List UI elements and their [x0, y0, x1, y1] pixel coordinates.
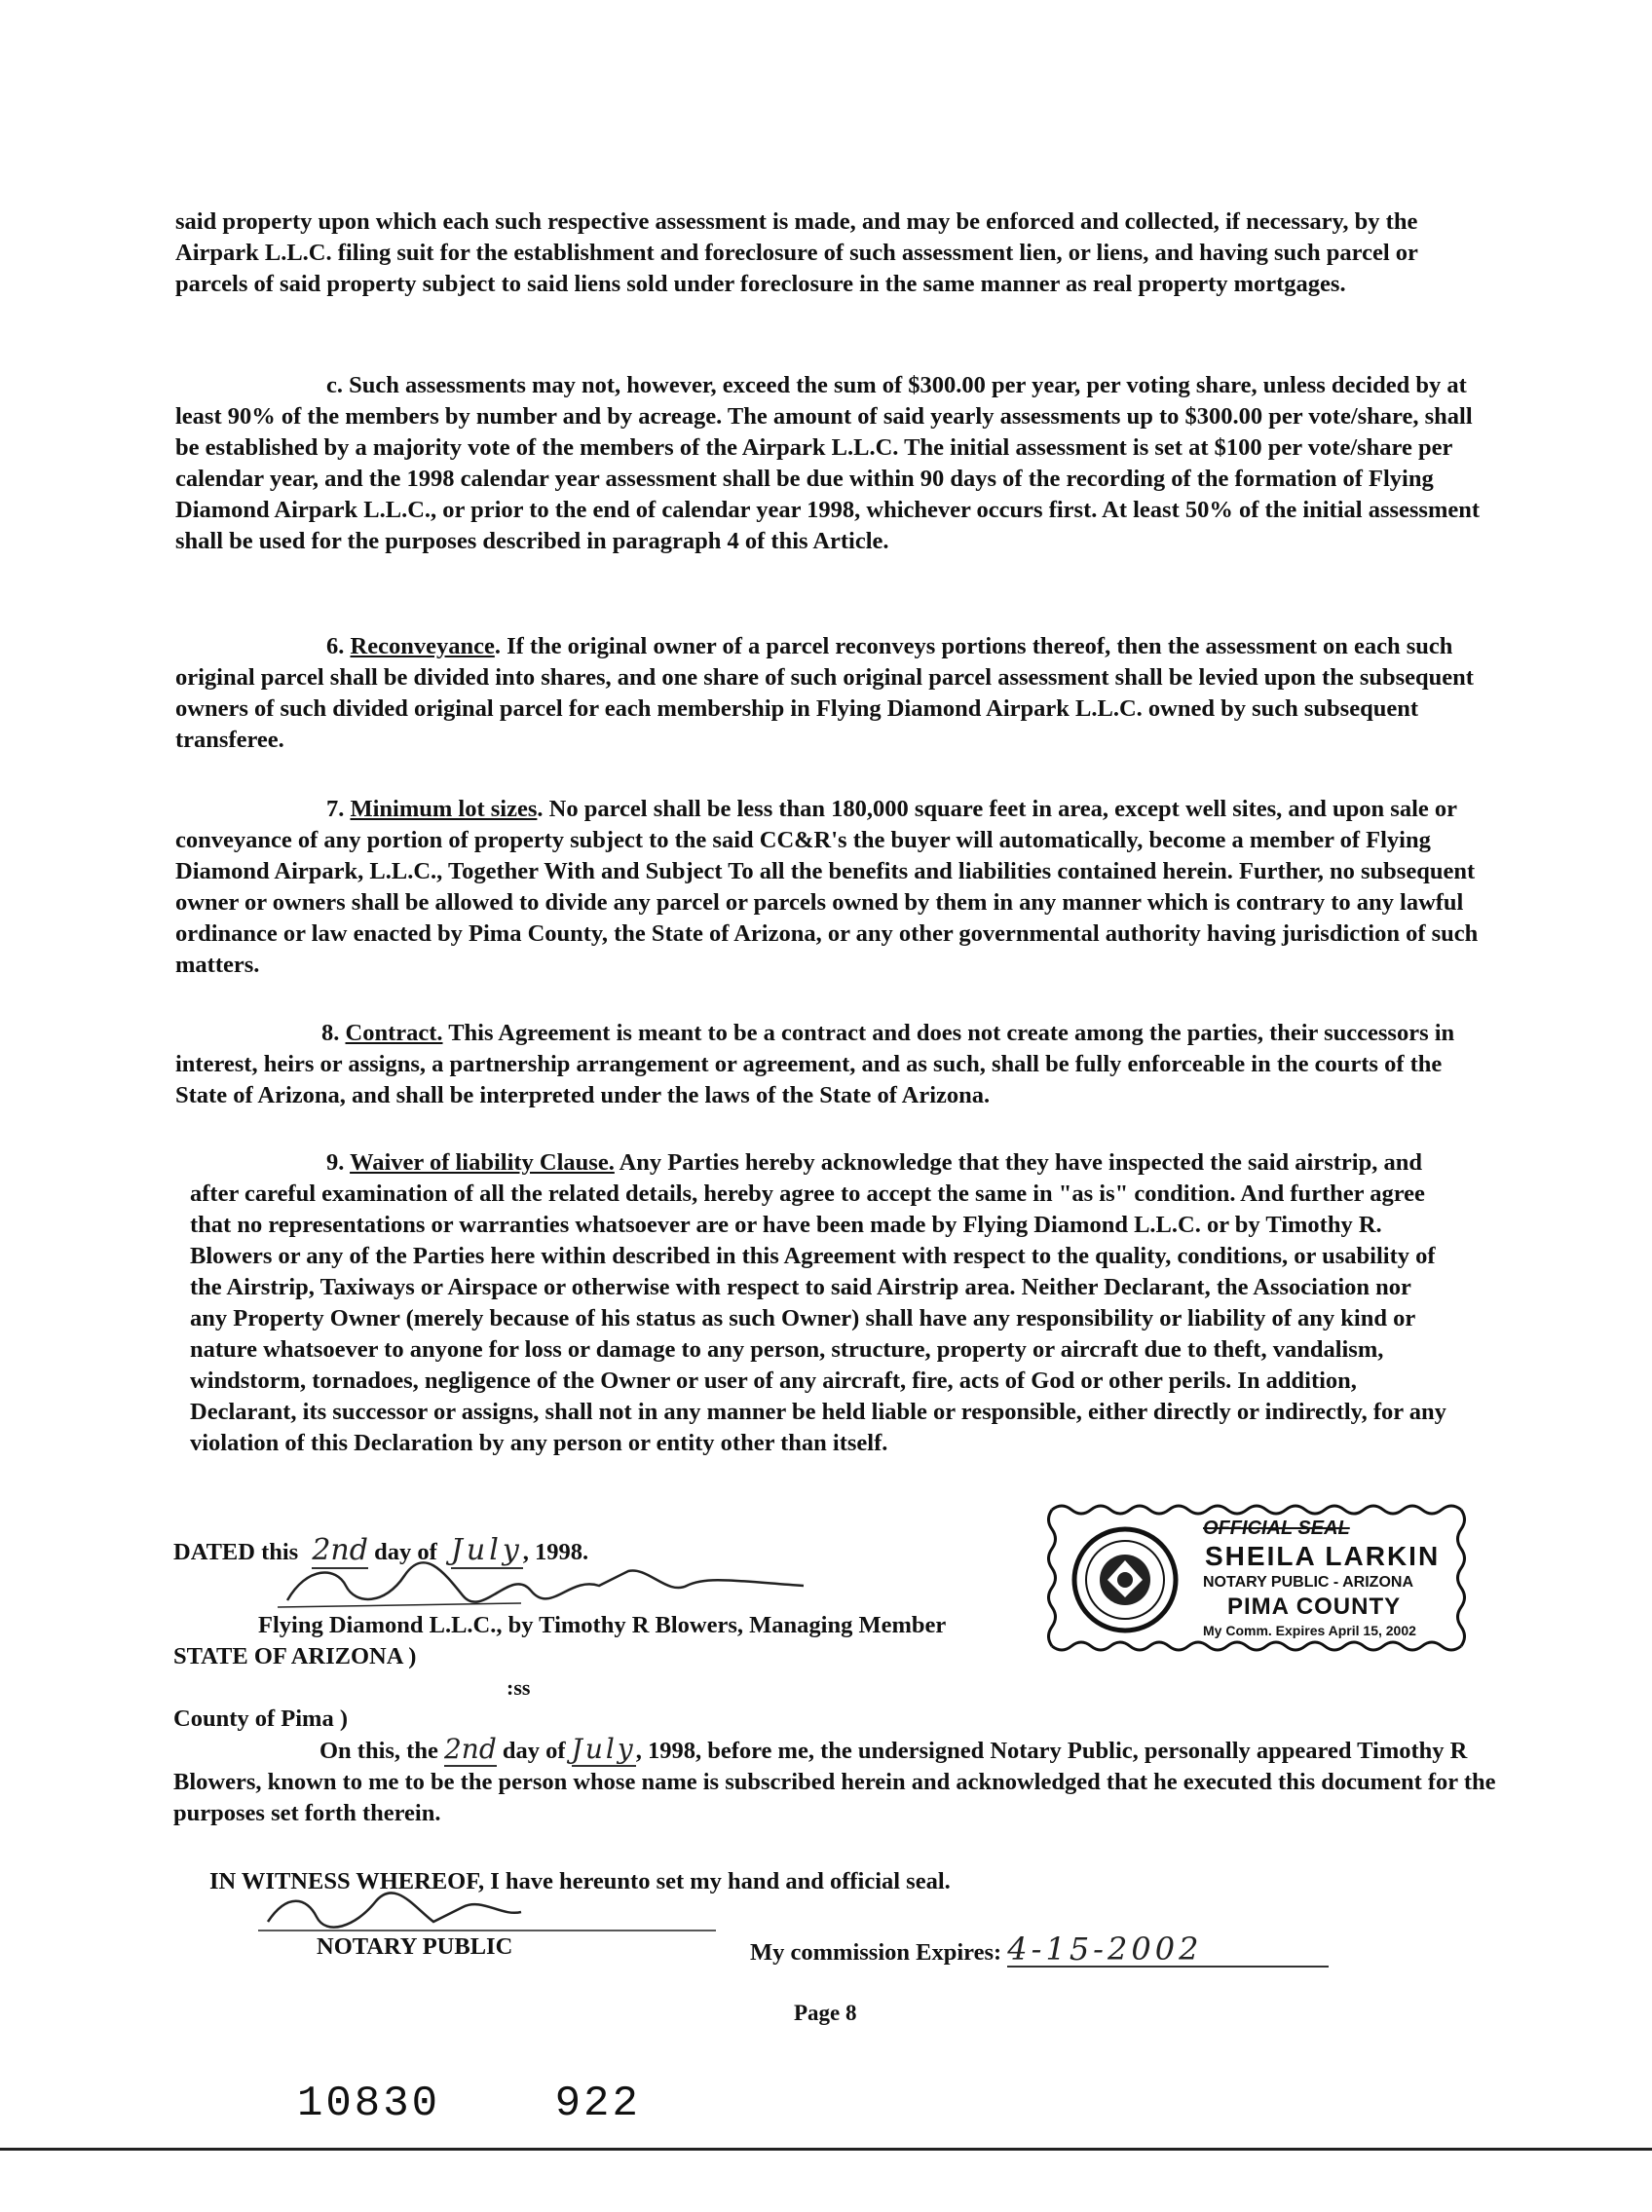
commission-line: [750, 1933, 1329, 1968]
paragraph-6-body: . If the original owner of a parcel reconveys portions thereof, then the assessment on each such original parcel shall be divided into shares, and one share of such original parcel assessment shall be levied upon the subsequent owners of such divided original parcel for each membership in Flying Diamond Airpark L.L.C. owned by such subsequent transferee.: [175, 633, 1474, 753]
commission-label: My commission Expires:: [750, 1939, 1002, 1966]
ack-month-handwritten: July: [571, 1733, 636, 1765]
bottom-rule: [0, 2148, 1652, 2151]
state-label: STATE OF ARIZONA ): [173, 1643, 417, 1669]
official-seal-stamp: [1047, 1500, 1466, 1656]
paragraph-8-body: This Agreement is meant to be a contract and does not create among the parties, their successors in interest, heirs or assigns, a partnership arrangement or agreement, and as such, shall be fully enforceable in the courts of the State of Arizona, and shall be interpreted under the laws of the State of Arizona.: [175, 1020, 1455, 1108]
notary-label-line: [317, 1931, 512, 1963]
paragraph-8-number: 8.: [321, 1020, 340, 1046]
commission-date-handwritten: 4-15-2002: [1007, 1933, 1329, 1968]
acknowledgement-paragraph: [173, 1734, 1498, 1829]
seal-name: SHEILA LARKIN: [1205, 1541, 1441, 1571]
dated-mid: day of: [374, 1539, 437, 1565]
paragraph-9: [190, 1147, 1446, 1459]
paragraph-9-body: Any Parties hereby acknowledge that they have inspected the said airstrip, and after careful examination of all the related details, hereby agree to accept the same in "as is" condition. And further agree that no representations or warranties whatsoever are or have been made by Flying Diamond L.L.C. or by Timothy R. Blowers or any of the Parties here within described in this Agreement with respect to the quality, conditions, or usability of the Airstrip, Taxiways or Airspace or otherwise with respect to said Airstrip area. Neither Declarant, the Association nor any Property Owner (merely because of his status as such Owner) shall have any responsibility or liability of any kind or nature whatsoever to anyone for loss or damage to any person, structure, property or aircraft due to theft, vandalism, windstorm, tornadoes, negligence of the Owner or user of any aircraft, fire, acts of God or other perils. In addition, Declarant, its successor or assigns, shall not in any manner be held liable or responsible, either directly or indirectly, for any violation of this Declaration by any person or entity other than itself.: [190, 1149, 1446, 1456]
ss-label: :ss: [507, 1675, 531, 1700]
page-number-text: Page 8: [794, 2001, 857, 2025]
paragraph-9-number: 9.: [326, 1149, 345, 1176]
paragraph-6-number: 6.: [326, 633, 345, 659]
paragraph-6: [175, 631, 1481, 756]
signatory-name: Flying Diamond L.L.C., by Timothy R Blowers, Managing Member: [258, 1612, 947, 1638]
paragraph-8: [175, 1018, 1481, 1111]
county-line: [173, 1703, 348, 1735]
state-line: [173, 1640, 416, 1672]
seal-title: OFFICIAL SEAL: [1203, 1518, 1350, 1539]
signatory-line: [258, 1609, 946, 1641]
signature-scribble: [278, 1556, 823, 1615]
seal-county: PIMA COUNTY: [1227, 1593, 1402, 1620]
dated-day-handwritten: 2nd: [312, 1533, 368, 1567]
ss-line: [507, 1671, 530, 1704]
ack-day-handwritten: 2nd: [443, 1733, 497, 1765]
seal-expires: My Comm. Expires April 15, 2002: [1203, 1623, 1416, 1638]
ack-prefix: On this, the: [319, 1738, 438, 1764]
ack-rest: , 1998, before me, the undersigned Notary Public, personally appeared Timothy R Blowers, known to me to be the person whose name is subscribed herein and acknowledged that he executed this document for the purposes set forth therein.: [173, 1738, 1496, 1826]
paragraph-continuation-text: said property upon which each such respective assessment is made, and may be enforced and collected, if necessary, by the Airpark L.L.C. filing suit for the establishment and foreclosure of such assessment lien, or liens, and having such parcel or parcels of said property subject to said liens sold under foreclosure in the same manner as real property mortgages.: [175, 208, 1418, 297]
paragraph-continuation: [175, 206, 1481, 300]
seal-role: NOTARY PUBLIC - ARIZONA: [1203, 1574, 1413, 1591]
county-label: County of Pima ): [173, 1706, 348, 1732]
dated-prefix: DATED this: [173, 1539, 299, 1565]
witness-text: IN WITNESS WHEREOF, I have hereunto set my hand and official seal.: [209, 1868, 951, 1894]
paragraph-7-heading: Minimum lot sizes: [350, 796, 538, 822]
notary-signature-scribble: [258, 1888, 726, 1936]
paragraph-c-text: c. Such assessments may not, however, exceed the sum of $300.00 per year, per voting share, unless decided by at least 90% of the members by number and by acreage. The amount of said yearly assessments up to $300.00 per vote/share, shall be established by a majority vote of the members of the Airpark L.L.C. The initial assessment is set at $100 per vote/share per calendar year, and the 1998 calendar year assessment shall be due within 90 days of the recording of the formation of Flying Diamond Airpark L.L.C., or prior to the end of calendar year 1998, whichever occurs first. At least 50% of the initial assessment shall be used for the purposes described in paragraph 4 of this Article.: [175, 372, 1481, 554]
document-number: [297, 2080, 641, 2128]
paragraph-7-number: 7.: [326, 796, 345, 822]
document-number-text: 10830 922: [297, 2080, 641, 2128]
page-number: [794, 1997, 857, 2029]
paragraph-7: [175, 794, 1481, 981]
paragraph-9-heading: Waiver of liability Clause.: [350, 1149, 615, 1176]
paragraph-7-body: . No parcel shall be less than 180,000 square feet in area, except well sites, and upon sale or conveyance of any portion of property subject to the said CC&R's the buyer will automatically, become a member of Flying Diamond Airpark, L.L.C., Together With and Subject To all the benefits and liabilities contained herein. Further, no subsequent owner or owners shall be allowed to divide any parcel or parcels owned by them in any manner which is contrary to any lawful ordinance or law enacted by Pima County, the State of Arizona, or any other governmental authority having jurisdiction of such matters.: [175, 796, 1479, 978]
paragraph-8-heading: Contract.: [345, 1020, 443, 1046]
paragraph-6-heading: Reconveyance: [350, 633, 495, 659]
ack-mid: day of: [502, 1738, 566, 1764]
dated-month-handwritten: July: [450, 1533, 523, 1567]
notary-label: NOTARY PUBLIC: [317, 1933, 513, 1960]
paragraph-c: [175, 370, 1481, 557]
dated-year: , 1998.: [522, 1539, 589, 1565]
